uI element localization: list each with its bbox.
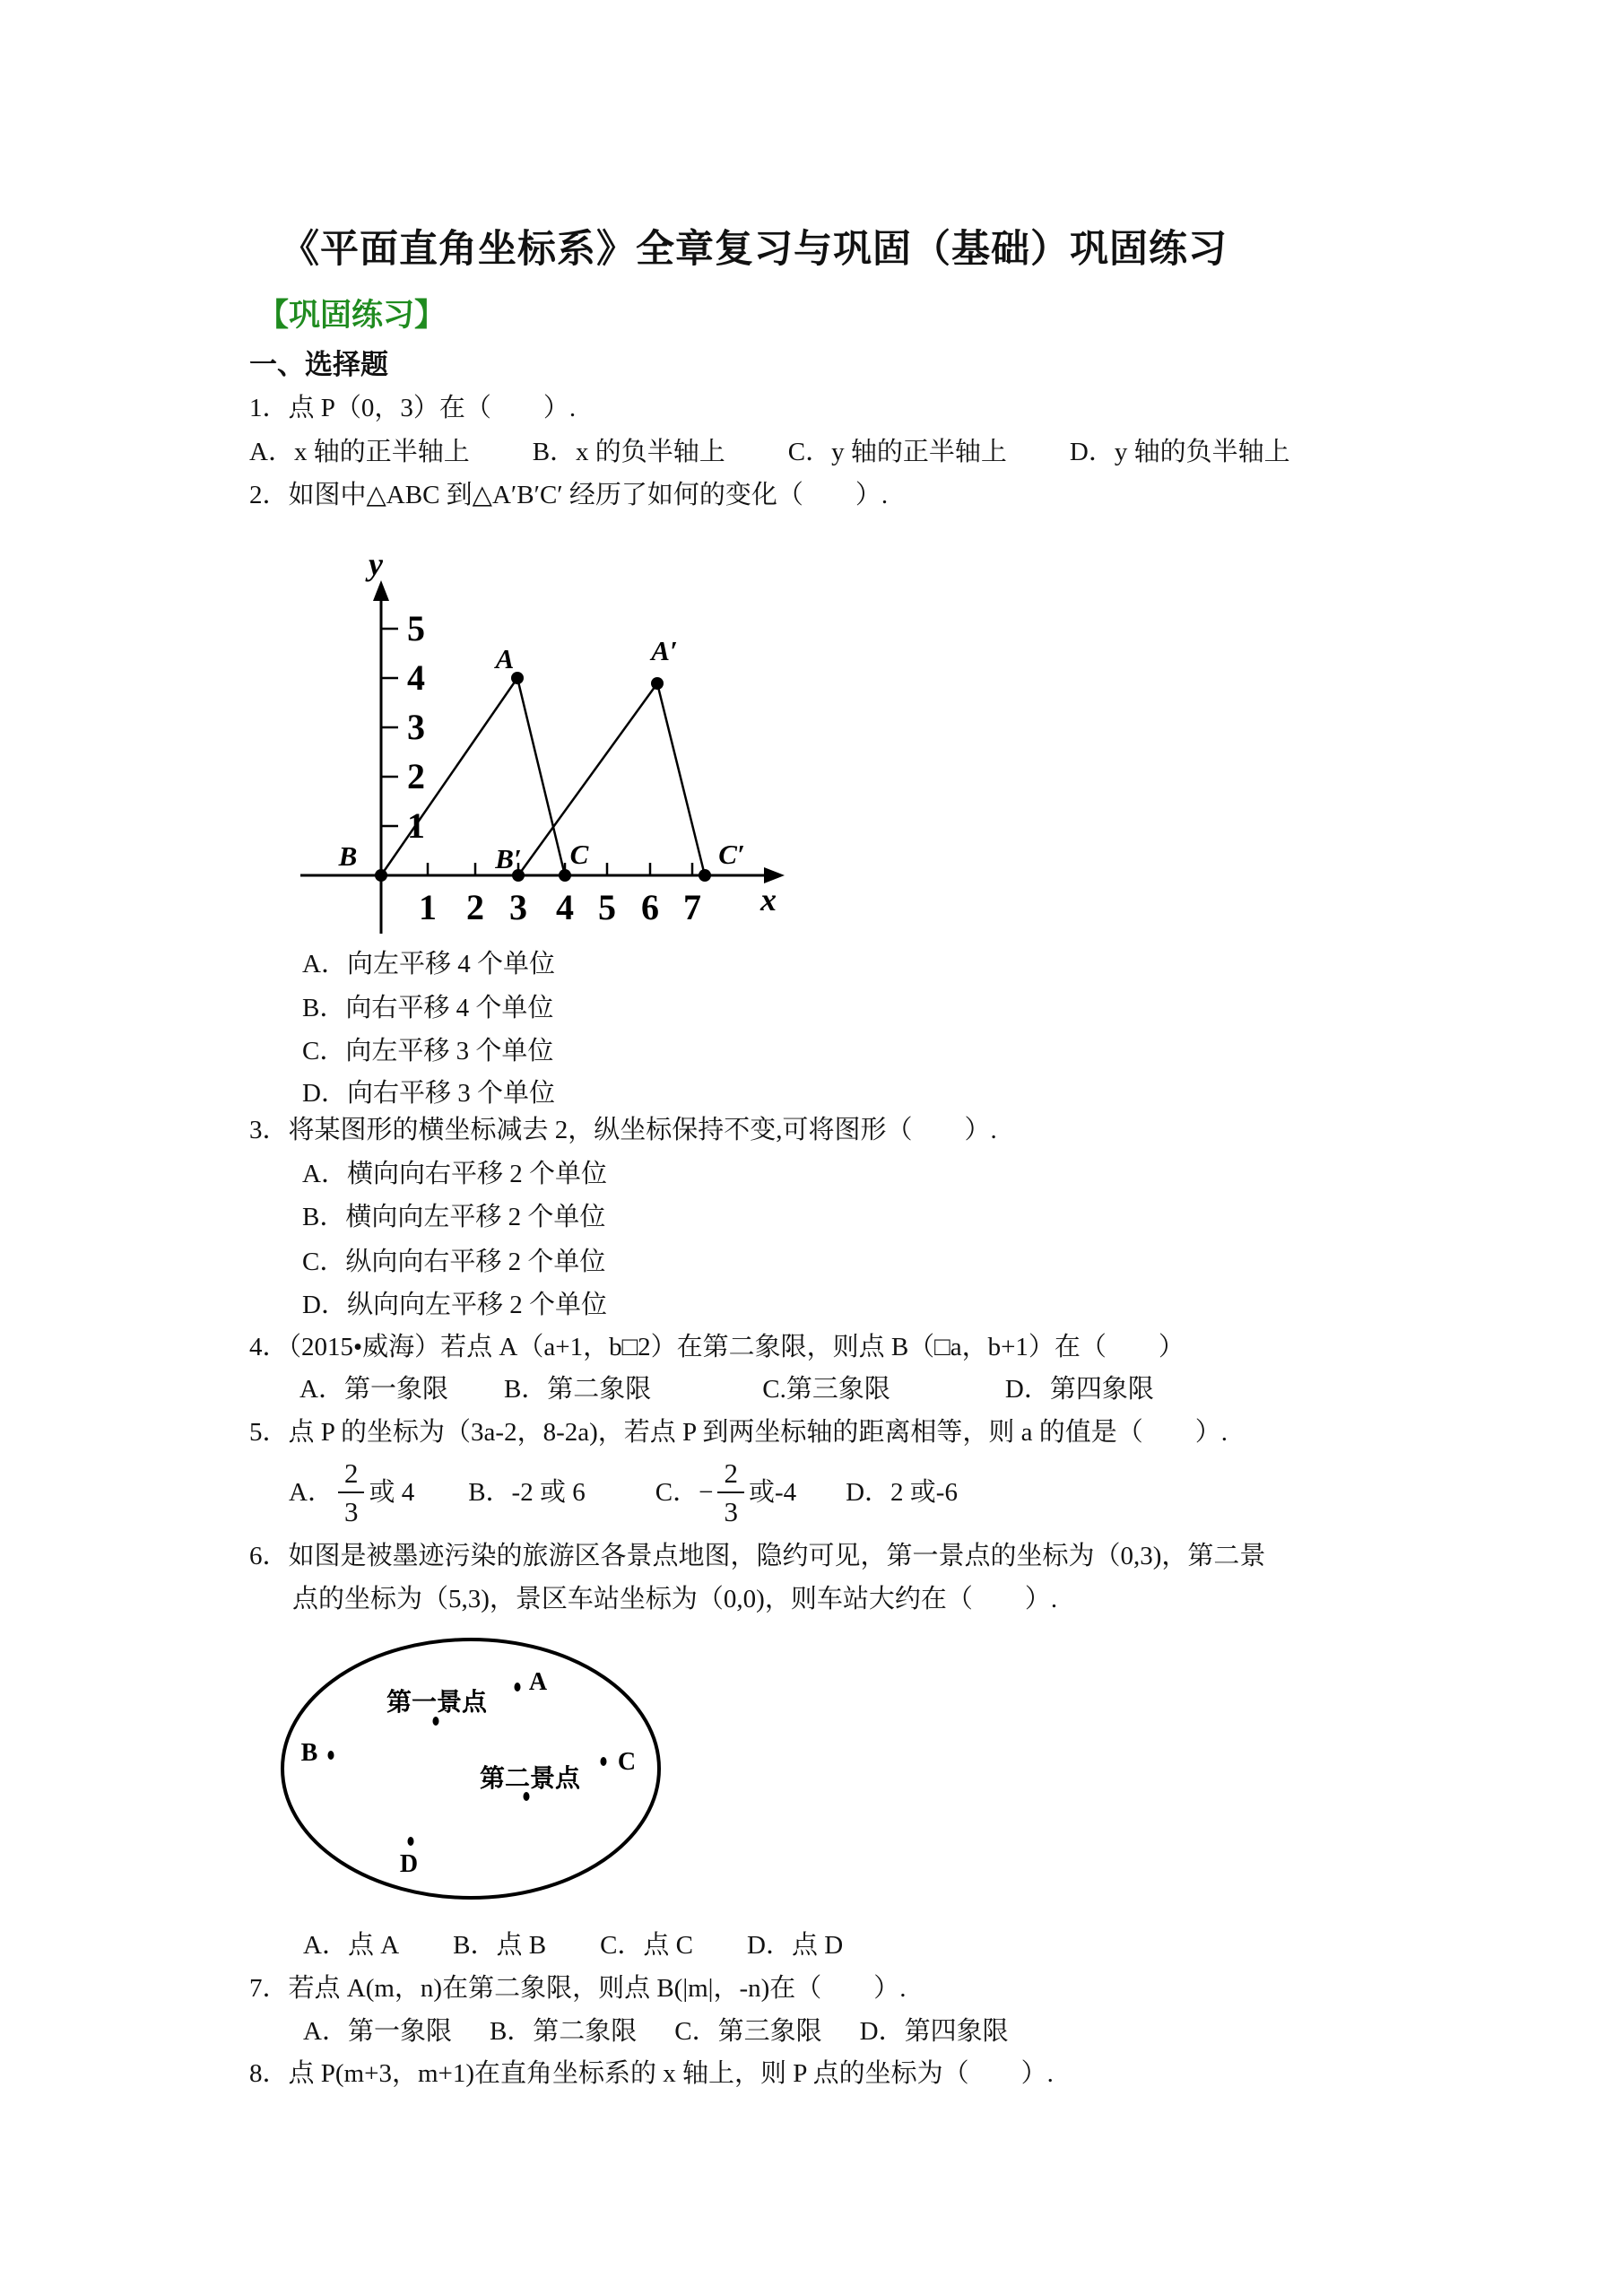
fraction-numerator: 2	[343, 1457, 359, 1489]
part-one-header: 一、选择题	[249, 349, 388, 380]
map-label-A: A	[528, 1668, 548, 1696]
q7-option-d: D．第四象限	[859, 2017, 1009, 2046]
q5-option-a-suffix: 或 4	[369, 1478, 415, 1507]
label-B: B	[338, 840, 358, 872]
q3-option-b: B．横向向左平移 2 个单位	[302, 1203, 606, 1231]
q6-stem-line2: 点的坐标为（5,3)，景区车站坐标为（0,0)，则车站大约在（ ）.	[292, 1585, 1058, 1613]
map-label-B: B	[300, 1739, 318, 1767]
q4-option-c: C.第三象限	[762, 1375, 890, 1404]
map-label-C: C	[617, 1748, 637, 1776]
fraction-two-thirds	[717, 1459, 744, 1526]
y-ticks	[381, 629, 398, 826]
q5-option-a	[289, 1459, 414, 1526]
q5-option-d: D．2 或-6	[846, 1478, 958, 1507]
q2-figure-coordinate-plane	[287, 541, 789, 937]
q2-option-d: D．向右平移 3 个单位	[302, 1079, 555, 1108]
svg-text:1: 1	[407, 805, 425, 846]
svg-text:4: 4	[407, 657, 425, 698]
q2-stem: 2．如图中△ABC 到△A′B′C′ 经历了如何的变化（ ）.	[249, 481, 889, 509]
map-label-D: D	[399, 1850, 419, 1878]
svg-text:3: 3	[509, 887, 527, 927]
q3-option-a: A．横向向右平移 2 个单位	[302, 1160, 607, 1188]
q1-option-d: D．y 轴的负半轴上	[1069, 438, 1290, 466]
q6-stem-line1: 6．如图是被墨迹污染的旅游区各景点地图，隐约可见，第一景点的坐标为（0,3)，第二景	[249, 1542, 1266, 1570]
svg-text:2: 2	[407, 756, 425, 796]
q5-option-b: B．-2 或 6	[468, 1478, 586, 1507]
q3-stem: 3．将某图形的横坐标减去 2，纵坐标保持不变,可将图形（ ）.	[249, 1116, 997, 1144]
q5-option-c-suffix: 或-4	[748, 1478, 797, 1507]
svg-text:4: 4	[556, 887, 574, 927]
q3-option-d: D．纵向向左平移 2 个单位	[302, 1291, 607, 1319]
y-axis-arrow	[373, 580, 389, 601]
q1-option-c: C．y 轴的正半轴上	[787, 438, 1007, 466]
label-Cp: C′	[718, 839, 745, 870]
label-C: C	[569, 839, 589, 870]
fraction-numerator: 2	[724, 1457, 738, 1489]
page-title: 《平面直角坐标系》全章复习与巩固（基础）巩固练习	[281, 229, 1228, 271]
svg-text:5: 5	[598, 887, 616, 927]
svg-text:3: 3	[407, 707, 425, 747]
q4-stem: 4．（2015•威海）若点 A（a+1，b□2）在第二象限，则点 B（□a，b+1）在（ ）	[249, 1333, 1185, 1361]
q6-option-d: D．点 D	[747, 1931, 844, 1960]
q4-option-d: D．第四象限	[1004, 1375, 1154, 1404]
q1-options	[249, 437, 1290, 467]
label-Ap: A′	[651, 635, 678, 666]
q7-stem: 7．若点 A(m，n)在第二象限，则点 B(|m|，-n)在（ ）.	[249, 1974, 907, 2003]
q6-option-b: B．点 B	[453, 1931, 547, 1960]
x-tick-labels	[419, 887, 701, 927]
map-boundary	[282, 1639, 659, 1898]
vertex-dots	[375, 672, 711, 882]
q6-figure-tourist-map	[269, 1632, 681, 1910]
q5-option-a-prefix: A．	[289, 1478, 334, 1507]
q1-option-b: B．x 的负半轴上	[532, 438, 725, 466]
q7-option-c: C．第三象限	[674, 2017, 822, 2046]
x-axis-label: x	[760, 882, 777, 918]
y-tick-labels	[407, 608, 425, 846]
svg-text:6: 6	[641, 887, 659, 927]
svg-text:1: 1	[419, 887, 437, 927]
q1-stem: 1．点 P（0，3）在（ ）.	[249, 394, 577, 422]
spot1-label: 第一景点	[386, 1689, 488, 1717]
q4-options	[299, 1374, 1154, 1405]
q6-options	[303, 1930, 843, 1961]
q2-option-b: B．向右平移 4 个单位	[302, 994, 554, 1022]
y-axis-label: y	[369, 546, 383, 582]
q8-stem: 8．点 P(m+3，m+1)在直角坐标系的 x 轴上，则 P 点的坐标为（ ）.	[249, 2059, 1054, 2088]
q7-option-b: B．第二象限	[489, 2017, 638, 2046]
q3-option-c: C．纵向向右平移 2 个单位	[302, 1248, 606, 1276]
q5-option-c	[655, 1459, 796, 1526]
q7-option-a: A．第一象限	[303, 2017, 452, 2046]
q5-options	[289, 1455, 958, 1530]
q4-option-b: B．第二象限	[503, 1375, 652, 1404]
q7-options	[303, 2016, 1009, 2047]
label-Bp: B′	[495, 843, 522, 874]
q1-option-a: A．x 轴的正半轴上	[249, 438, 470, 466]
label-A: A	[495, 643, 515, 674]
fraction-two-thirds	[338, 1459, 365, 1526]
q2-option-c: C．向左平移 3 个单位	[302, 1037, 554, 1065]
svg-text:5: 5	[407, 608, 425, 648]
q6-option-c: C．点 C	[600, 1931, 694, 1960]
vertex-labels	[338, 635, 745, 874]
axes	[300, 593, 771, 934]
spot2-label: 第二景点	[479, 1765, 581, 1793]
section-header: 【巩固练习】	[257, 298, 447, 333]
fraction-denominator: 3	[717, 1492, 744, 1526]
svg-text:7: 7	[683, 887, 701, 927]
q2-option-a: A．向左平移 4 个单位	[302, 950, 555, 978]
q5-stem: 5．点 P 的坐标为（3a-2，8-2a)，若点 P 到两坐标轴的距离相等，则 a 的值是（ ）.	[249, 1418, 1228, 1447]
q5-option-c-prefix: C．−	[655, 1478, 714, 1507]
triangle-a1b1c1	[518, 683, 705, 875]
q4-option-a: A．第一象限	[299, 1375, 448, 1404]
svg-text:2: 2	[466, 887, 484, 927]
fraction-denominator: 3	[338, 1492, 365, 1526]
q6-option-a: A．点 A	[303, 1931, 400, 1960]
